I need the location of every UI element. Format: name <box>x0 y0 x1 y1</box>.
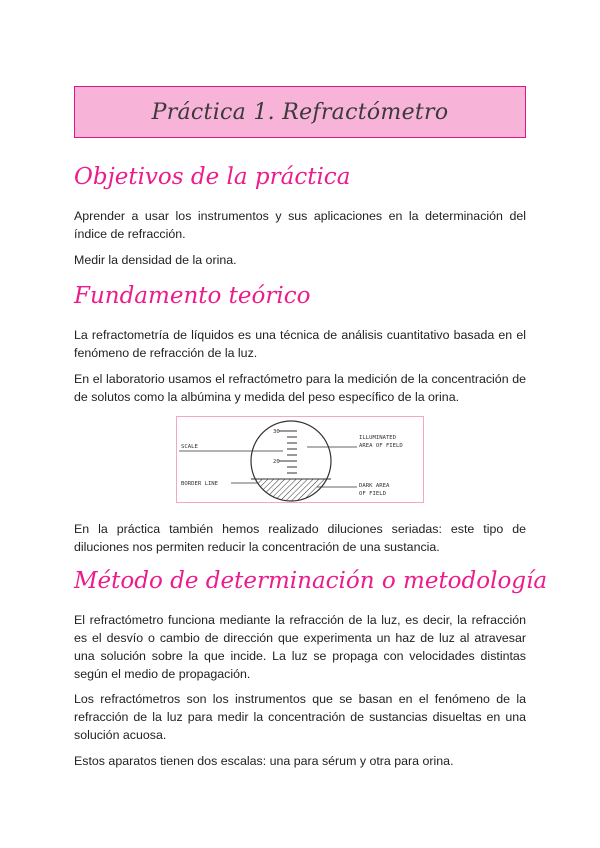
paragraph-fundamento-2: En el laboratorio usamos el refractómetro para la medición de la concentración de de solutos como la albúmina y medida del peso específico de la orina. <box>74 372 526 404</box>
heading-metodo: Método de determinación o metodología <box>74 568 548 594</box>
refractometer-diagram <box>177 417 423 502</box>
paragraph-objetivos-1: Aprender a usar los instrumentos y sus aplicaciones en la determinación del índice de refracción. <box>74 209 526 241</box>
label-dark-1: DARK AREA <box>359 483 390 489</box>
refractometer-field-figure <box>176 416 424 503</box>
paragraph-fundamento-1: La refractometría de líquidos es una técnica de análisis cuantitativo basada en el fenómeno de refracción de la luz. <box>74 328 526 360</box>
label-border-line: BORDER LINE <box>181 481 219 487</box>
paragraph-objetivos-2: Medir la densidad de la orina. <box>74 253 237 267</box>
label-illuminated-1: ILLUMINATED <box>359 435 397 441</box>
label-scale: SCALE <box>181 444 198 450</box>
page-title: Práctica 1. Refractómetro <box>151 99 449 125</box>
tick-label-top: 30 <box>273 429 280 435</box>
heading-fundamento: Fundamento teórico <box>74 283 311 309</box>
dark-area <box>247 479 337 502</box>
paragraph-fundamento-3: En la práctica también hemos realizado diluciones seriadas: este tipo de diluciones nos permiten reducir la concentración de una sustancia. <box>74 522 526 554</box>
paragraph-metodo-1: El refractómetro funciona mediante la refracción de la luz, es decir, la refracción es el desvío o cambio de dirección que experimenta un haz de luz al atravesar una solución sobre la que incide. La luz se propaga con velocidades distintas según el medio de propagación. <box>74 613 526 681</box>
paragraph-metodo-3: Estos aparatos tienen dos escalas: una para sérum y otra para orina. <box>74 754 454 768</box>
label-illuminated-2: AREA OF FIELD <box>359 443 403 449</box>
scale-ticks <box>279 431 297 479</box>
tick-label-bottom: 20 <box>273 459 280 465</box>
heading-objetivos: Objetivos de la práctica <box>74 164 351 190</box>
title-banner <box>74 86 526 138</box>
paragraph-metodo-2: Los refractómetros son los instrumentos que se basan en el fenómeno de la refracción de la luz para medir la concentración de sustancias disueltas en una solución acuosa. <box>74 692 526 742</box>
label-dark-2: OF FIELD <box>359 491 386 497</box>
